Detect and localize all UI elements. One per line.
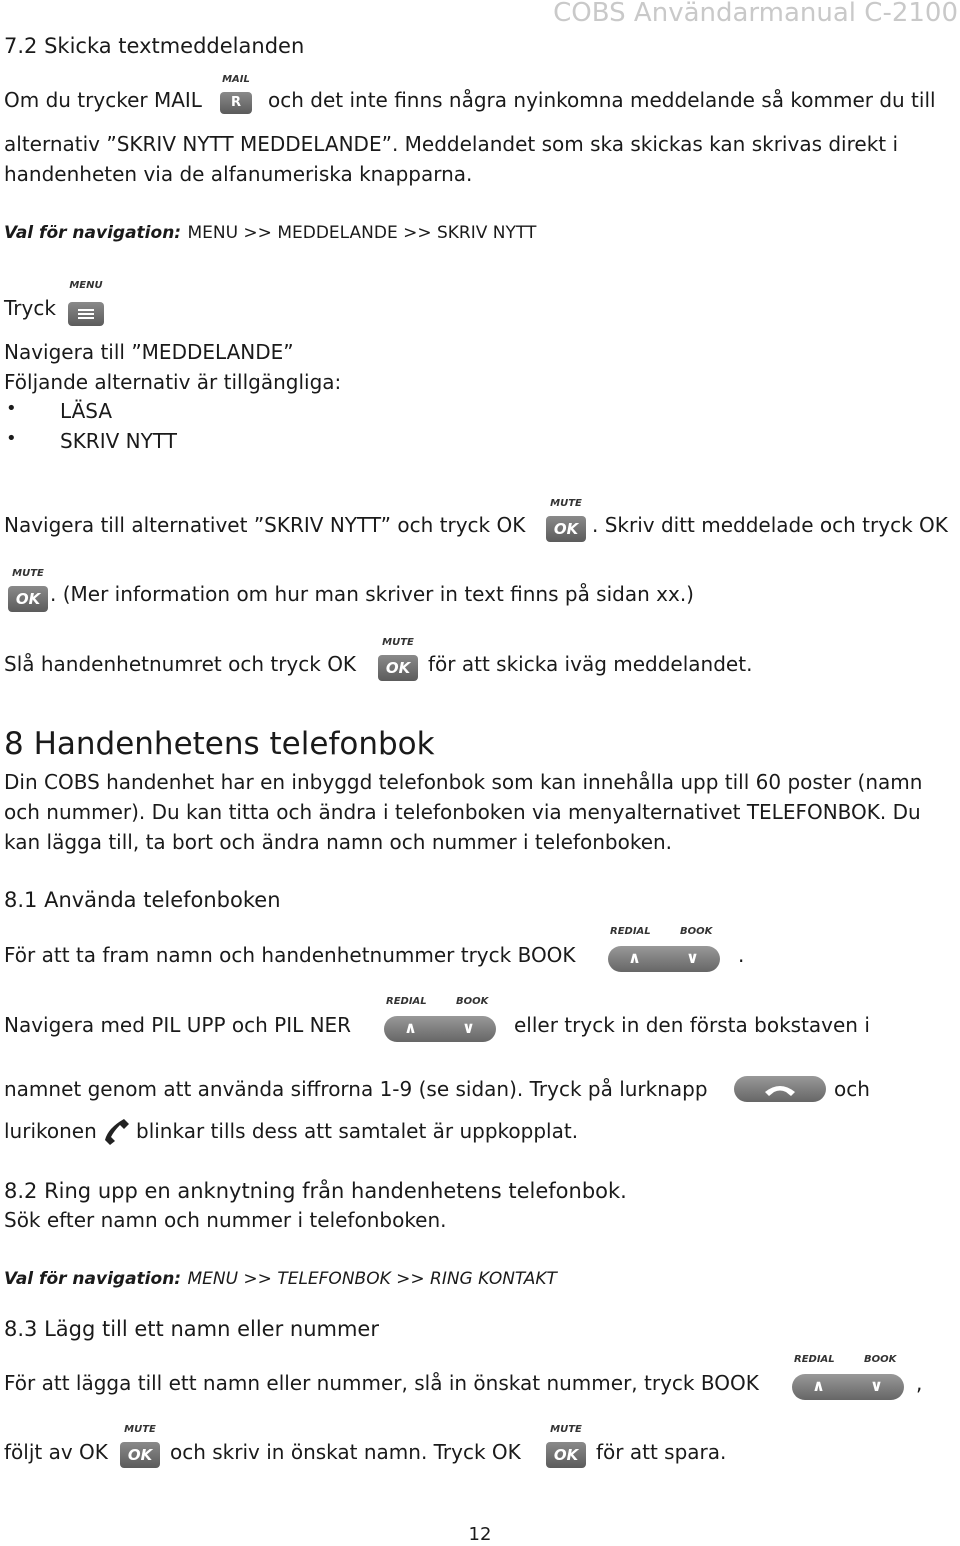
step-d-b: för att skicka iväg meddelandet. [428, 652, 753, 676]
bullet: • [6, 428, 17, 449]
mute-ok-key-icon: MUTE OK [118, 1424, 162, 1472]
document-header: COBS Användarmanual C-2100 [553, 0, 958, 28]
option-item: SKRIV NYTT [60, 429, 177, 453]
section-8-3-title: 8.3 Lägg till ett namn eller nummer [4, 1317, 379, 1341]
redial-book-key-icon: REDIAL BOOK ∧ ∨ [604, 926, 724, 976]
section-8-1-line4b: blinkar tills dess att samtalet är uppkopplat. [136, 1119, 579, 1143]
section-8-3-line2a: följt av OK [4, 1440, 108, 1464]
step-d-a: Slå handenhetnumret och tryck OK [4, 652, 357, 676]
redial-book-key-icon: REDIAL BOOK ∧ ∨ [788, 1354, 908, 1404]
press-text: Tryck [4, 296, 56, 320]
step-c: . (Mer information om hur man skriver in text finns på sidan xx.) [50, 582, 694, 606]
mute-ok-key-icon: MUTE OK [6, 568, 50, 616]
section-8-1-line1: För att ta fram namn och handenhetnummer tryck BOOK [4, 943, 576, 967]
option-item: LÄSA [60, 399, 113, 423]
handset-icon [102, 1116, 132, 1146]
section-7-2-title: 7.2 Skicka textmeddelanden [4, 34, 305, 58]
section-8-p2: och nummer). Du kan titta och ändra i telefonboken via menyalternativet TELEFONBOK. Du [4, 800, 921, 824]
section-8-3-line2b: och skriv in önskat namn. Tryck OK [170, 1440, 521, 1464]
section-8-2-line1: Sök efter namn och nummer i telefonboken. [4, 1208, 447, 1232]
nav-path: MENU >> MEDDELANDE >> SKRIV NYTT [187, 223, 537, 243]
nav-label: Val för navigation: [4, 1269, 182, 1289]
section-8-1-line2a: Navigera med PIL UPP och PIL NER [4, 1013, 352, 1037]
section-8-3-line1: För att lägga till ett namn eller nummer, slå in önskat nummer, tryck BOOK [4, 1371, 759, 1395]
section-8-1-line4a: lurikonen [4, 1119, 97, 1143]
section-8-1-line2b: eller tryck in den första bokstaven i [514, 1013, 870, 1037]
section-8-p3: kan lägga till, ta bort och ändra namn och nummer i telefonboken. [4, 830, 673, 854]
section-8-1-line3b: och [834, 1077, 870, 1101]
p1-line-d: handenheten via de alfanumeriska knapparna. [4, 162, 473, 186]
section-8-1-title: 8.1 Använda telefonboken [4, 888, 281, 912]
bullet: • [6, 398, 17, 419]
section-8-title: 8 Handenhetens telefonbok [4, 726, 435, 762]
section-8-3-line1-end: , [916, 1371, 923, 1395]
p1-line-c: alternativ ”SKRIV NYTT MEDDELANDE”. Meddelandet som ska skickas kan skrivas direkt i [4, 132, 899, 156]
options-intro: Följande alternativ är tillgängliga: [4, 370, 342, 394]
nav-path: MENU >> TELEFONBOK >> RING KONTAKT [187, 1269, 557, 1289]
nav-label: Val för navigation: [4, 223, 182, 243]
redial-book-key-icon: REDIAL BOOK ∧ ∨ [380, 996, 500, 1046]
menu-key-icon: MENU [64, 280, 108, 328]
section-8-1-line1-end: . [738, 943, 745, 967]
call-key-icon [734, 1074, 826, 1104]
mute-ok-key-icon: MUTE OK [544, 1424, 588, 1472]
navigate-to-text: Navigera till ”MEDDELANDE” [4, 340, 294, 364]
step-a: Navigera till alternativet ”SKRIV NYTT” och tryck OK [4, 513, 526, 537]
step-b: . Skriv ditt meddelade och tryck OK [592, 513, 948, 537]
page-number: 12 [468, 1524, 492, 1545]
mail-key-icon: MAIL R [216, 74, 256, 120]
p1-line-b: och det inte finns några nyinkomna meddelande så kommer du till [268, 88, 936, 112]
p1-line-a: Om du trycker MAIL [4, 88, 202, 112]
section-8-2-title: 8.2 Ring upp en anknytning från handenhetens telefonbok. [4, 1179, 627, 1203]
section-8-1-line3a: namnet genom att använda siffrorna 1-9 (se sidan). Tryck på lurknapp [4, 1077, 708, 1101]
section-8-3-line2c: för att spara. [596, 1440, 727, 1464]
mute-ok-key-icon: MUTE OK [376, 637, 420, 685]
section-8-p1: Din COBS handenhet har en inbyggd telefonbok som kan innehålla upp till 60 poster (namn [4, 770, 923, 794]
mute-ok-key-icon: MUTE OK [544, 498, 588, 546]
